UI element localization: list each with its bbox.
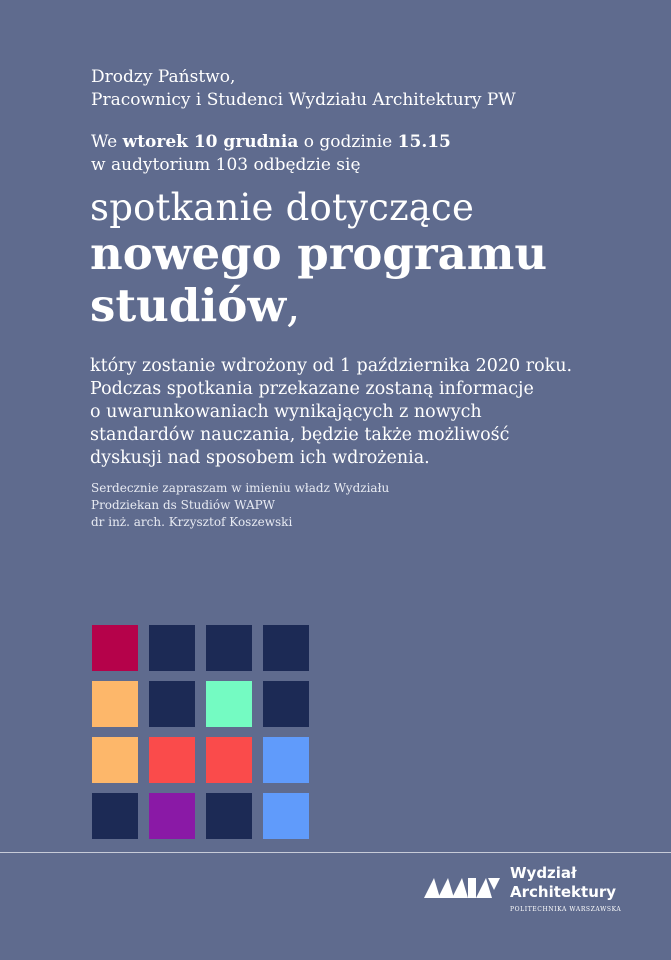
headline-bold-line-1: nowego programu	[90, 227, 548, 280]
color-tile	[149, 681, 195, 727]
color-tile	[149, 625, 195, 671]
headline-comma: ,	[286, 279, 301, 332]
color-tile	[263, 625, 309, 671]
color-tile	[263, 737, 309, 783]
color-tile	[92, 625, 138, 671]
faculty-logo	[424, 864, 624, 920]
color-tile	[149, 737, 195, 783]
logo-text	[510, 864, 616, 902]
headline-bold-line-2	[90, 280, 547, 332]
color-tile-grid	[92, 625, 310, 840]
color-tile	[263, 681, 309, 727]
logo-line-1: Wydział	[510, 864, 577, 882]
color-tile	[206, 681, 252, 727]
signature-line: Prodziekan ds Studiów WAPW	[91, 498, 276, 512]
body-line: dyskusji nad sposobem ich wdrożenia.	[90, 448, 430, 468]
footer-divider	[0, 852, 671, 853]
signature	[91, 480, 389, 531]
greeting-line-1: Drodzy Państwo,	[91, 67, 236, 87]
body-line: o uwarunkowaniach wynikających z nowych	[90, 402, 482, 422]
event-time: 15.15	[397, 132, 451, 152]
color-tile	[263, 793, 309, 839]
event-location: w audytorium 103 odbędzie się	[91, 155, 361, 175]
greeting-line-2: Pracownicy i Studenci Wydziału Architektury PW	[91, 90, 516, 110]
logo-line-2: Architektury	[510, 883, 617, 901]
headline-light: spotkanie dotyczące	[90, 186, 475, 229]
color-tile	[92, 793, 138, 839]
intro-prefix: We	[91, 132, 123, 152]
color-tile	[206, 625, 252, 671]
color-tile	[92, 737, 138, 783]
color-tile	[206, 793, 252, 839]
event-intro	[91, 131, 451, 177]
intro-middle: o godzinie	[298, 132, 398, 152]
wapw-logo-icon	[424, 876, 500, 898]
body-line: Podczas spotkania przekazane zostaną informacje	[90, 379, 534, 399]
event-date-line	[91, 131, 451, 154]
greeting	[91, 66, 516, 112]
color-tile	[206, 737, 252, 783]
color-tile	[149, 793, 195, 839]
body-line: który zostanie wdrożony od 1 października 2020 roku.	[90, 356, 573, 376]
signature-line: dr inż. arch. Krzysztof Koszewski	[91, 515, 293, 529]
color-tile	[92, 681, 138, 727]
logo-subtitle: POLITECHNIKA WARSZAWSKA	[510, 906, 622, 913]
headline-bold	[90, 228, 547, 332]
signature-line: Serdecznie zapraszam w imieniu władz Wydziału	[91, 481, 390, 495]
event-day: wtorek 10 grudnia	[122, 132, 299, 152]
body-line: standardów nauczania, będzie także możliwość	[90, 425, 510, 445]
body-text	[90, 355, 572, 470]
headline-bold-word: studiów	[90, 279, 287, 332]
